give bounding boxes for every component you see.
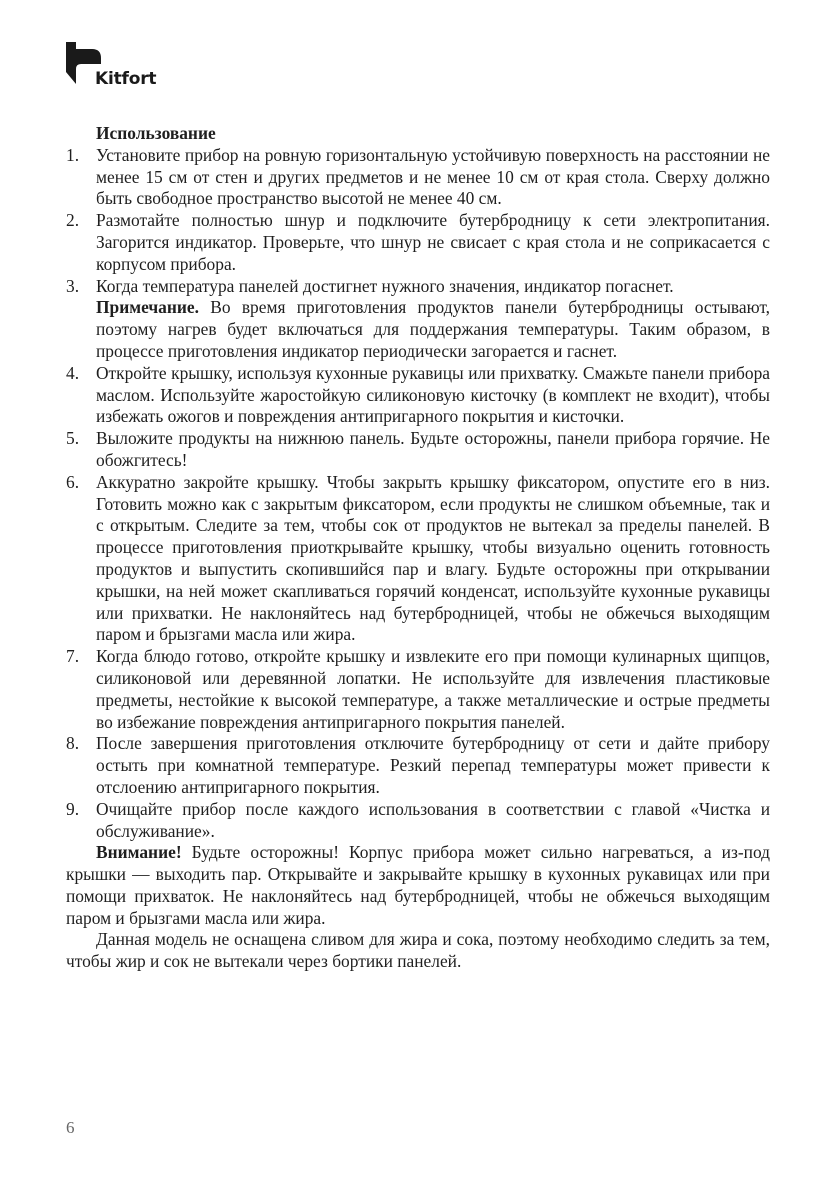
step-text: Установите прибор на ровную горизонтальную устойчивую поверхность на расстоянии не менее 15 см от стен и других предметов и не менее 10 см от края стола. Сверху должно быть свободное пространство высотой не менее 40 см.: [96, 144, 770, 209]
note-text: Во время приготовления продуктов панели бутербродницы остывают, поэтому нагрев будет включаться для поддержания температуры. Таким образом, в процессе приготовления индикатор периодически загорается и гаснет.: [96, 297, 770, 361]
list-item: [66, 363, 770, 428]
section-title: Использование: [96, 123, 216, 143]
warning-label: Внимание!: [96, 842, 182, 863]
step-note: [96, 297, 770, 362]
usage-section: [66, 123, 770, 973]
step-number: 6.: [66, 471, 80, 492]
warning-paragraph: [66, 842, 770, 929]
step-number: 1.: [66, 144, 80, 165]
step-text: Выложите продукты на нижнюю панель. Будьте осторожны, панели прибора горячие. Не обожгитесь!: [96, 428, 770, 470]
list-item: [66, 799, 770, 843]
list-item: [66, 646, 770, 733]
step-text: Аккуратно закройте крышку. Чтобы закрыть крышку фиксатором, опустите его в низ. Готовить можно как с закрытым фиксатором, если продукты не слишком объемные, так и с открытым. Следите за тем, чтобы сок от продуктов не вытекал за пределы панелей. В процессе приготовления приоткрывайте крышку, чтобы визуально оценить готовность продуктов и выпустить скопившийся пар и влагу. Будьте осторожны при открывании крышки, на ней может скапливаться горячий конденсат, используйте кухонные рукавицы или прихватки. Не наклоняйтесь над бутербродницей, чтобы не обжечься выходящим паром и брызгами масла или жира.: [96, 471, 770, 645]
final-paragraph: Данная модель не оснащена сливом для жира и сока, поэтому необходимо следить за тем, чтобы жир и сок не вытекали через бортики панелей.: [66, 929, 770, 972]
list-item: [66, 472, 770, 646]
step-text: Когда температура панелей достигнет нужного значения, индикатор погаснет.: [96, 275, 674, 296]
step-number: 8.: [66, 733, 80, 754]
step-number: 2.: [66, 210, 80, 231]
step-text: После завершения приготовления отключите бутербродницу от сети и дайте прибору остыть при комнатной температуре. Резкий перепад температуры может привести к отслоению антипригарного покрытия.: [96, 733, 770, 797]
step-text: Размотайте полностью шнур и подключите бутербродницу к сети электропитания. Загорится индикатор. Проверьте, что шнур не свисает с края стола и не соприкасается с корпусом прибора.: [96, 210, 770, 274]
list-item: [66, 733, 770, 798]
brand-name: Kitfort: [95, 69, 157, 89]
page-number: 6: [66, 1118, 75, 1137]
step-number: 5.: [66, 428, 80, 449]
warning-text: Будьте осторожны! Корпус прибора может сильно нагреваться, а из-под крышки — выходить пар. Открывайте и закрывайте крышку в кухонных рукавицах или при помощи прихваток. Не наклоняйтесь над бутербродницей, чтобы не обжечься выходящим паром и брызгами масла или жира.: [66, 842, 770, 928]
step-number: 3.: [66, 275, 80, 296]
list-item: [66, 145, 770, 210]
step-number: 7.: [66, 646, 80, 667]
step-number: 9.: [66, 798, 80, 819]
step-text: Очищайте прибор после каждого использования в соответствии с главой «Чистка и обслуживание».: [96, 798, 770, 841]
step-number: 4.: [66, 362, 80, 383]
note-label: Примечание.: [96, 297, 199, 318]
steps-list: [66, 145, 770, 843]
list-item: [66, 428, 770, 472]
list-item: [66, 210, 770, 275]
step-text: Откройте крышку, используя кухонные рукавицы или прихватку. Смажьте панели прибора маслом. Используйте жаростойкую силиконовую кисточку (в комплект не входит), чтобы избежать ожогов и повреждения антипригарного покрытия и кисточки.: [96, 362, 770, 427]
step-text: Когда блюдо готово, откройте крышку и извлеките его при помощи кулинарных щипцов, силиконовой или деревянной лопатки. Не используйте для извлечения пластиковые предметы, нестойкие к высокой температуре, а также металлические и острые предметы во избежание повреждения антипригарного покрытия панелей.: [96, 646, 770, 732]
list-item: [66, 276, 770, 363]
